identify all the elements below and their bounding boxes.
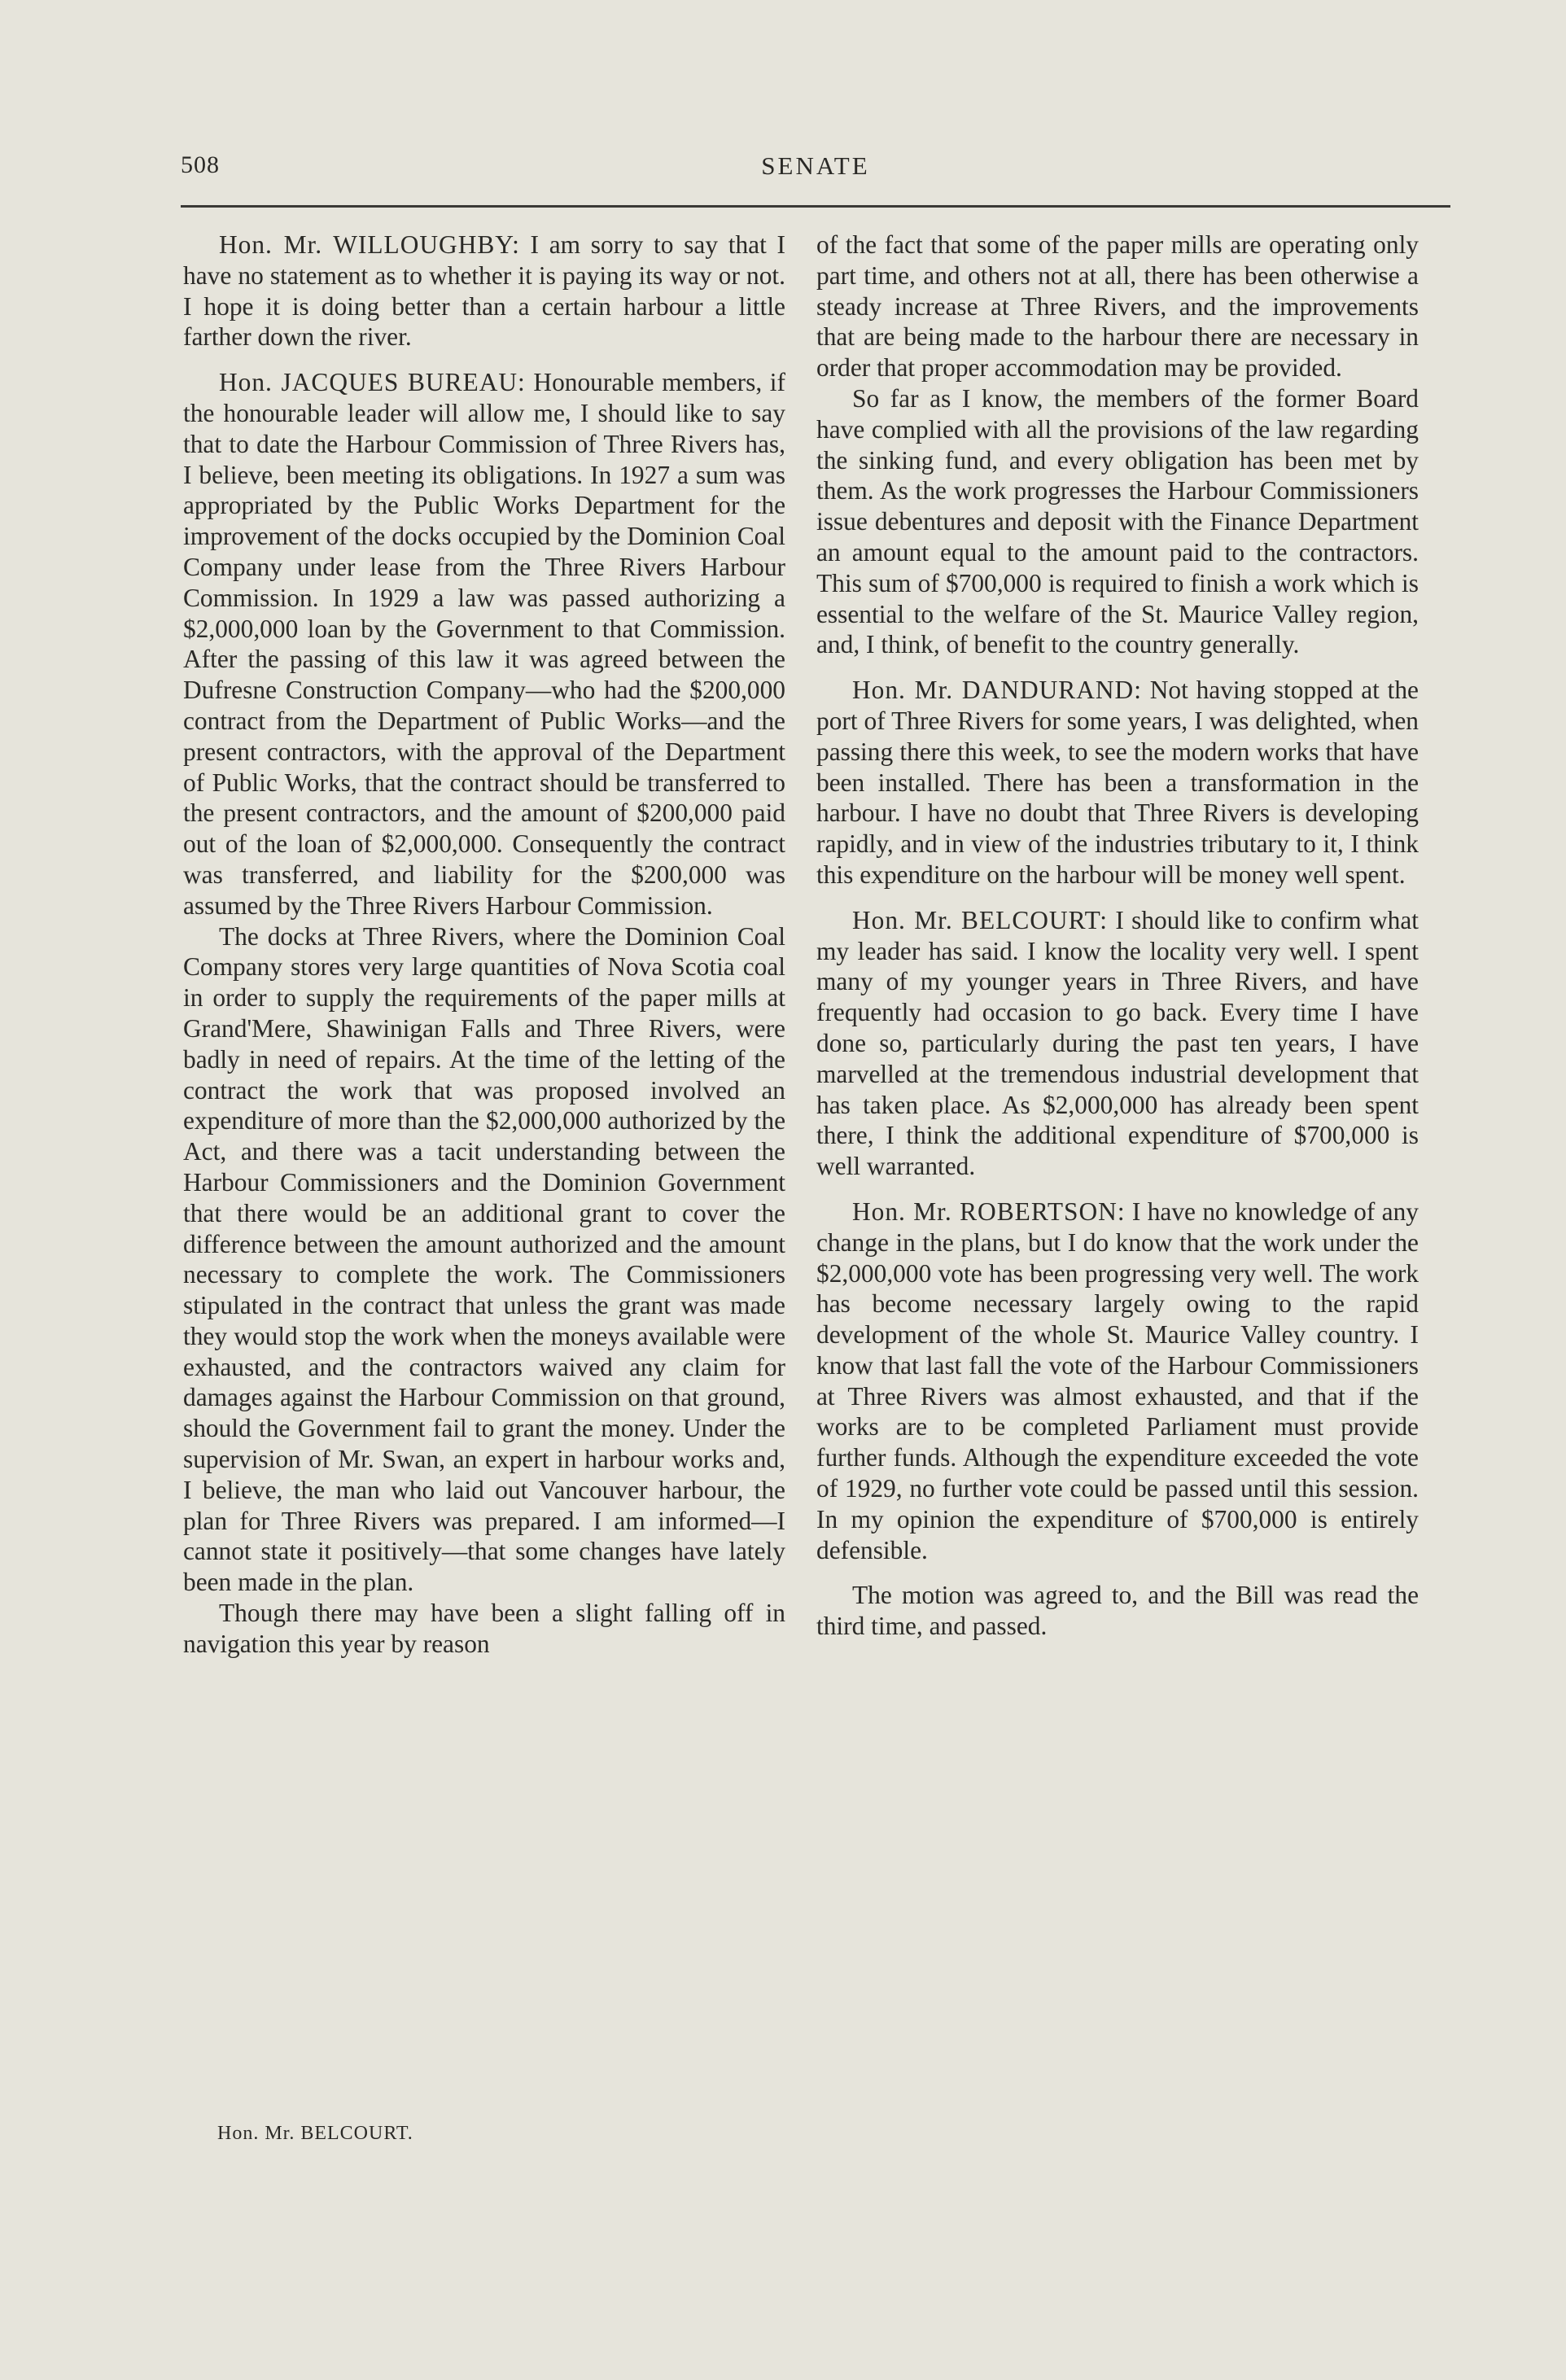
paragraph-text: The docks at Three Rivers, where the Dominion Coal Company stores very large quantities of Nova Scotia coal in order to supply the requirements of the paper mills at Grand'Mere, Shawinigan Falls and Three Rivers, were badly in need of repairs. At the time of the letting of the contract the work that was proposed involved an expenditure of more than the $2,000,000 authorized by the Act, and there was a tacit understanding between the Harbour Commissioners and the Dominion Government that there would be an additional grant to cover the difference between the amount authorized and the amount necessary to complete the work. The Commissioners stipulated in the contract that unless the grant was made they would stop the work when the moneys available were exhausted, and the contractors waived any claim for damages against the Harbour Commission on that ground, should the Government fail to grant the money. Under the supervision of Mr. Swan, an expert in harbour works and, I believe, the man who laid out Vancouver harbour, the plan for Three Rivers was prepared. I am informed—I cannot state it positively—that some changes have lately been made in the plan. [183, 921, 785, 1597]
speaker-name: Hon. JACQUES BUREAU: [219, 368, 526, 397]
paragraph-navigation [183, 1598, 785, 1660]
speaker-name: Hon. Mr. BELCOURT: [852, 905, 1108, 934]
speaker-name: Hon. Mr. DANDURAND: [852, 676, 1142, 705]
paragraph-bureau [183, 367, 785, 921]
paragraph-text: of the fact that some of the paper mills are operating only part time, and others not at all, there has been otherwise a steady increase at Three Rivers, and the improvements that are being made to the harbour there are necessary in order that proper accommodation may be provided. [816, 230, 1419, 383]
paragraph-sinking-fund [816, 383, 1419, 660]
paragraph-text: So far as I know, the members of the former Board have complied with all the provisions of the law regarding the sinking fund, and every obligation has been met by them. As the work progresses the Harbour Commissioners issue debentures and deposit with the Finance Department an amount equal to the amount paid to the contractors. This sum of $700,000 is required to finish a work which is essential to the welfare of the St. Maurice Valley region, and, I think, of benefit to the country generally. [816, 383, 1419, 659]
paragraph-motion [816, 1580, 1419, 1642]
paragraph-text: I have no knowledge of any change in the plans, but I do know that the work under the $2,000,000 vote has been progressing very well. The work has become necessary largely owing to the rapid development of the whole St. Maurice Valley country. I know that last fall the vote of the Harbour Commissioners at Three Rivers was almost exhausted, and that if the works are to be completed Parliament must provide further funds. Although the expenditure exceeded the vote of 1929, no further vote could be passed until this session. In my opinion the expenditure of $700,000 is entirely defensible. [816, 1197, 1419, 1564]
paragraph-willoughby [183, 230, 785, 352]
paragraph-text: Though there may have been a slight falling off in navigation this year by reason [183, 1599, 785, 1658]
left-column [183, 230, 785, 1660]
paragraph-docks [183, 921, 785, 1599]
page-number: 508 [181, 151, 220, 178]
paragraph-belcourt [816, 905, 1419, 1182]
paragraph-text: Not having stopped at the port of Three Rivers for some years, I was delighted, when passing there this week, to see the modern works that have been installed. There has been a transformation in the harbour. I have no doubt that Three Rivers is developing rapidly, and in view of the industries tributary to it, I think this expenditure on the harbour will be money well spent. [816, 676, 1419, 889]
paragraph-continuation [816, 230, 1419, 383]
paragraph-text: The motion was agreed to, and the Bill was read the third time, and passed. [816, 1581, 1419, 1641]
speaker-name: Hon. Mr. ROBERTSON: [852, 1197, 1126, 1226]
paragraph-robertson [816, 1197, 1419, 1566]
footer-catchword: Hon. Mr. BELCOURT. [217, 2123, 413, 2144]
paragraph-dandurand [816, 675, 1419, 890]
page-header [181, 151, 1450, 184]
paragraph-text: Honourable members, if the honourable leader will allow me, I should like to say that to date the Harbour Commission of Three Rivers has, I believe, been meeting its obligations. In 1927 a sum was appropriated by the Public Works Department for the improvement of the docks occupied by the Dominion Coal Company under lease from the Three Rivers Harbour Commission. In 1929 a law was passed authorizing a $2,000,000 loan by the Government to that Commission. After the passing of this law it was agreed between the Dufresne Construction Company—who had the $200,000 contract from the Department of Public Works—and the present contractors, with the approval of the Department of Public Works, that the contract should be transferred to the present contractors, and the amount of $200,000 paid out of the loan of $2,000,000. Consequently the contract was transferred, and liability for the $200,000 was assumed by the Three Rivers Harbour Commission. [183, 368, 785, 920]
speaker-name: Hon. Mr. WILLOUGHBY: [219, 230, 520, 259]
header-rule [181, 205, 1450, 208]
running-head: SENATE [761, 151, 870, 180]
paragraph-text: I should like to confirm what my leader has said. I know the locality very well. I spent many of my younger years in Three Rivers, and have frequently had occasion to go back. Every time I have done so, particularly during the past ten years, I have marvelled at the tremendous industrial development that has taken place. As $2,000,000 has already been spent there, I think the additional expenditure of $700,000 is well warranted. [816, 905, 1419, 1181]
paragraph-text: I am sorry to say that I have no statement as to whether it is paying its way or not. I hope it is doing better than a certain harbour a little farther down the river. [183, 230, 785, 352]
right-column [816, 230, 1419, 1642]
